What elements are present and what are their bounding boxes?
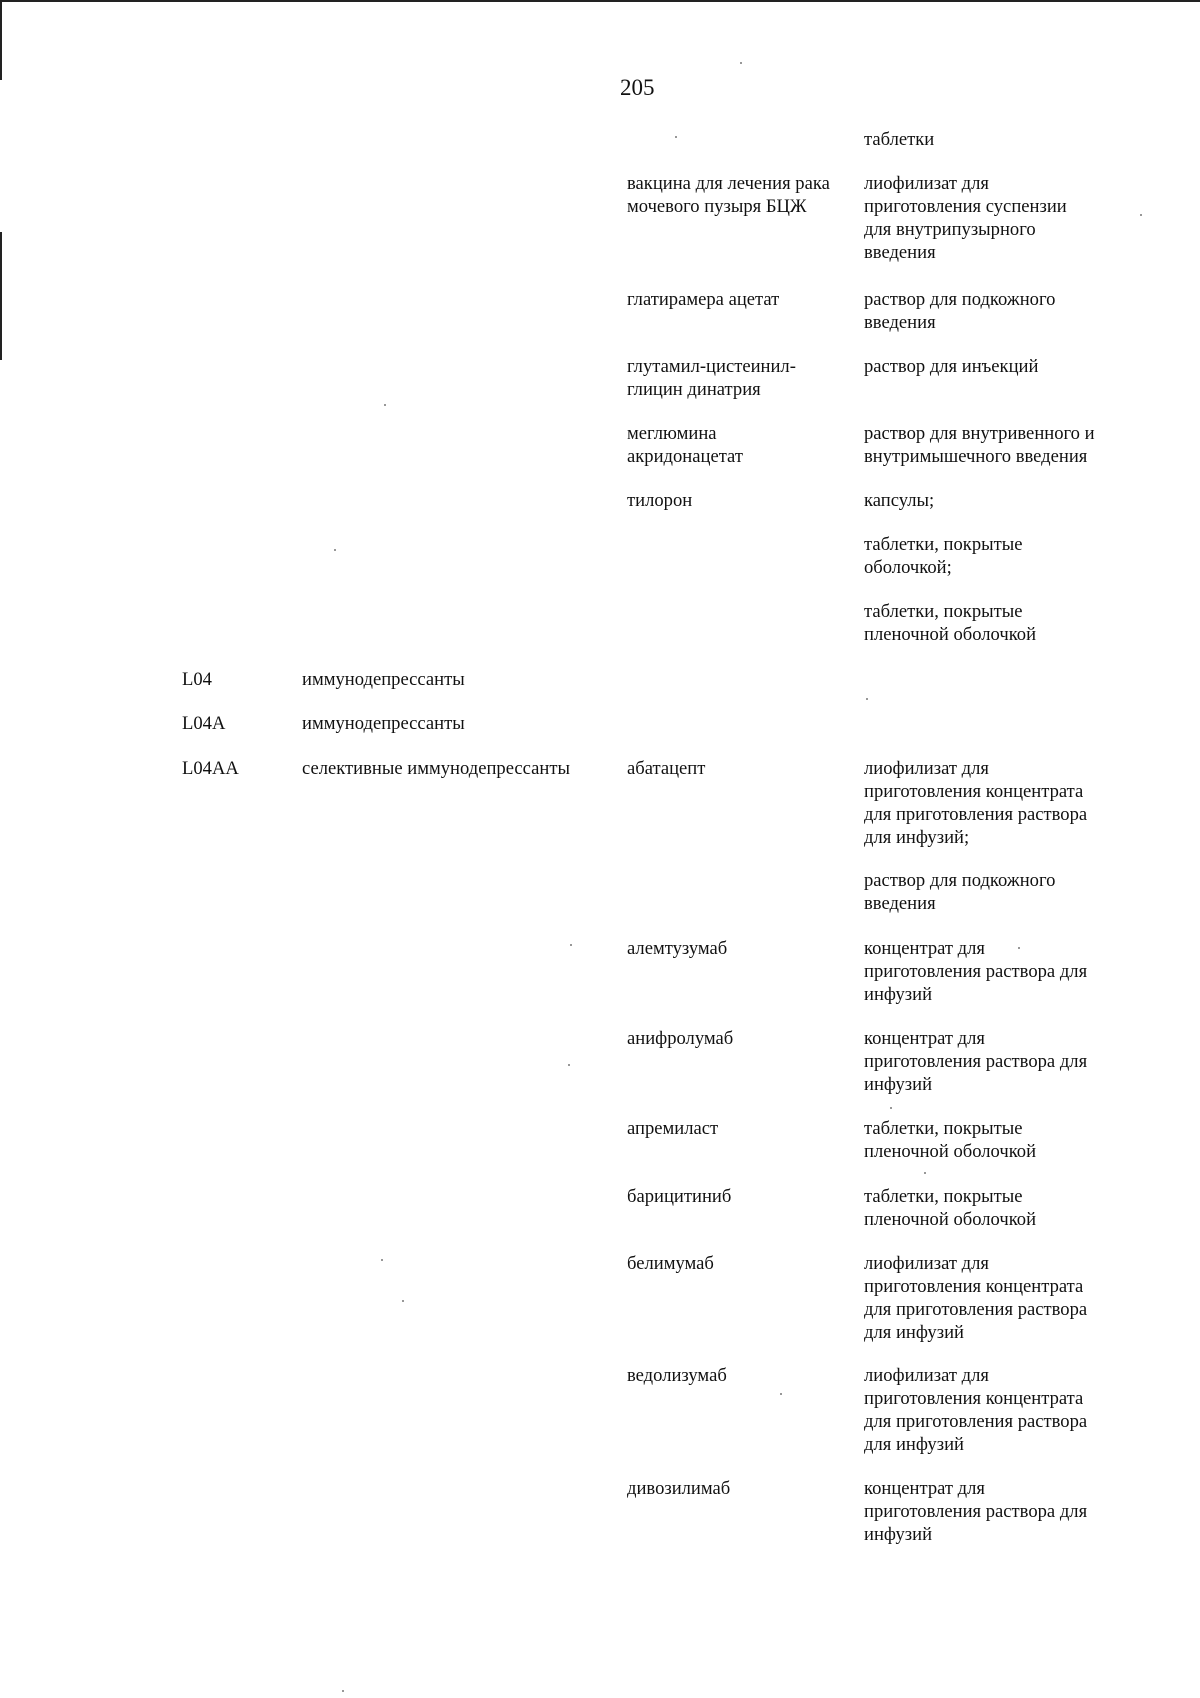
- row-10-drug: анифролумаб: [627, 1028, 734, 1049]
- row-6-group: иммунодепрессанты: [302, 669, 465, 690]
- row-7-group: иммунодепрессанты: [302, 713, 465, 734]
- row-8-form-0: лиофилизат для приготовления концентрата для приготовления раствора для инфузий;: [864, 758, 1088, 848]
- scan-speck: [402, 1300, 404, 1302]
- row-15-form-0: концентрат для приготовления раствора для инфузий: [864, 1478, 1088, 1545]
- row-12-drug: барицитиниб: [627, 1186, 732, 1207]
- row-5-form-2: таблетки, покрытые пленочной оболочкой: [864, 601, 1037, 645]
- row-3-drug: глутамил-цистеинил- глицин динатрия: [627, 356, 796, 400]
- scan-speck: [675, 136, 677, 138]
- row-10-form-0: концентрат для приготовления раствора для инфузий: [864, 1028, 1088, 1095]
- scan-speck: [866, 698, 868, 700]
- row-2-form-0: раствор для подкожного введения: [864, 289, 1056, 333]
- row-14-drug: ведолизумаб: [627, 1365, 727, 1386]
- row-1-form-0: лиофилизат для приготовления суспензии для внутрипузырного введения: [864, 173, 1067, 263]
- row-15-drug: дивозилимаб: [627, 1478, 731, 1499]
- scan-speck: [740, 62, 742, 64]
- scan-left-mark-1: [0, 0, 2, 80]
- row-4-drug: меглюмина акридонацетат: [627, 423, 743, 467]
- scan-speck: [1018, 947, 1020, 949]
- scan-speck: [924, 1172, 926, 1174]
- row-5-form-1: таблетки, покрытые оболочкой;: [864, 534, 1023, 578]
- scan-speck: [890, 1107, 892, 1109]
- row-13-form-0: лиофилизат для приготовления концентрата для приготовления раствора для инфузий: [864, 1253, 1088, 1343]
- row-1-drug: вакцина для лечения рака мочевого пузыря БЦЖ: [627, 173, 830, 217]
- row-4-form-0: раствор для внутривенного и внутримышечного введения: [864, 423, 1095, 467]
- row-8-group: селективные иммунодепрессанты: [302, 758, 570, 779]
- scan-speck: [342, 1690, 344, 1692]
- scan-speck: [780, 1393, 782, 1395]
- row-0-form-0: таблетки: [864, 129, 935, 150]
- row-5-form-0: капсулы;: [864, 490, 935, 511]
- row-11-drug: апремиласт: [627, 1118, 719, 1139]
- scan-speck: [381, 1259, 383, 1261]
- row-3-form-0: раствор для инъекций: [864, 356, 1039, 377]
- row-8-drug: абатацепт: [627, 758, 706, 779]
- row-13-drug: белимумаб: [627, 1253, 714, 1274]
- scan-speck: [1140, 214, 1142, 216]
- row-8-code: L04AA: [182, 758, 239, 779]
- row-9-form-0: концентрат для приготовления раствора для инфузий: [864, 938, 1088, 1005]
- row-2-drug: глатирамера ацетат: [627, 289, 780, 310]
- row-8-form-1: раствор для подкожного введения: [864, 870, 1056, 914]
- row-12-form-0: таблетки, покрытые пленочной оболочкой: [864, 1186, 1037, 1230]
- row-5-drug: тилорон: [627, 490, 693, 511]
- row-6-code: L04: [182, 669, 212, 690]
- scan-left-mark-2: [0, 232, 2, 360]
- row-9-drug: алемтузумаб: [627, 938, 728, 959]
- scan-speck: [334, 549, 336, 551]
- scan-speck: [384, 404, 386, 406]
- row-7-code: L04A: [182, 713, 226, 734]
- row-14-form-0: лиофилизат для приготовления концентрата для приготовления раствора для инфузий: [864, 1365, 1088, 1455]
- page-number: 205: [620, 75, 655, 100]
- scan-speck: [568, 1064, 570, 1066]
- row-11-form-0: таблетки, покрытые пленочной оболочкой: [864, 1118, 1037, 1162]
- scan-top-border: [0, 0, 1200, 2]
- scan-speck: [570, 944, 572, 946]
